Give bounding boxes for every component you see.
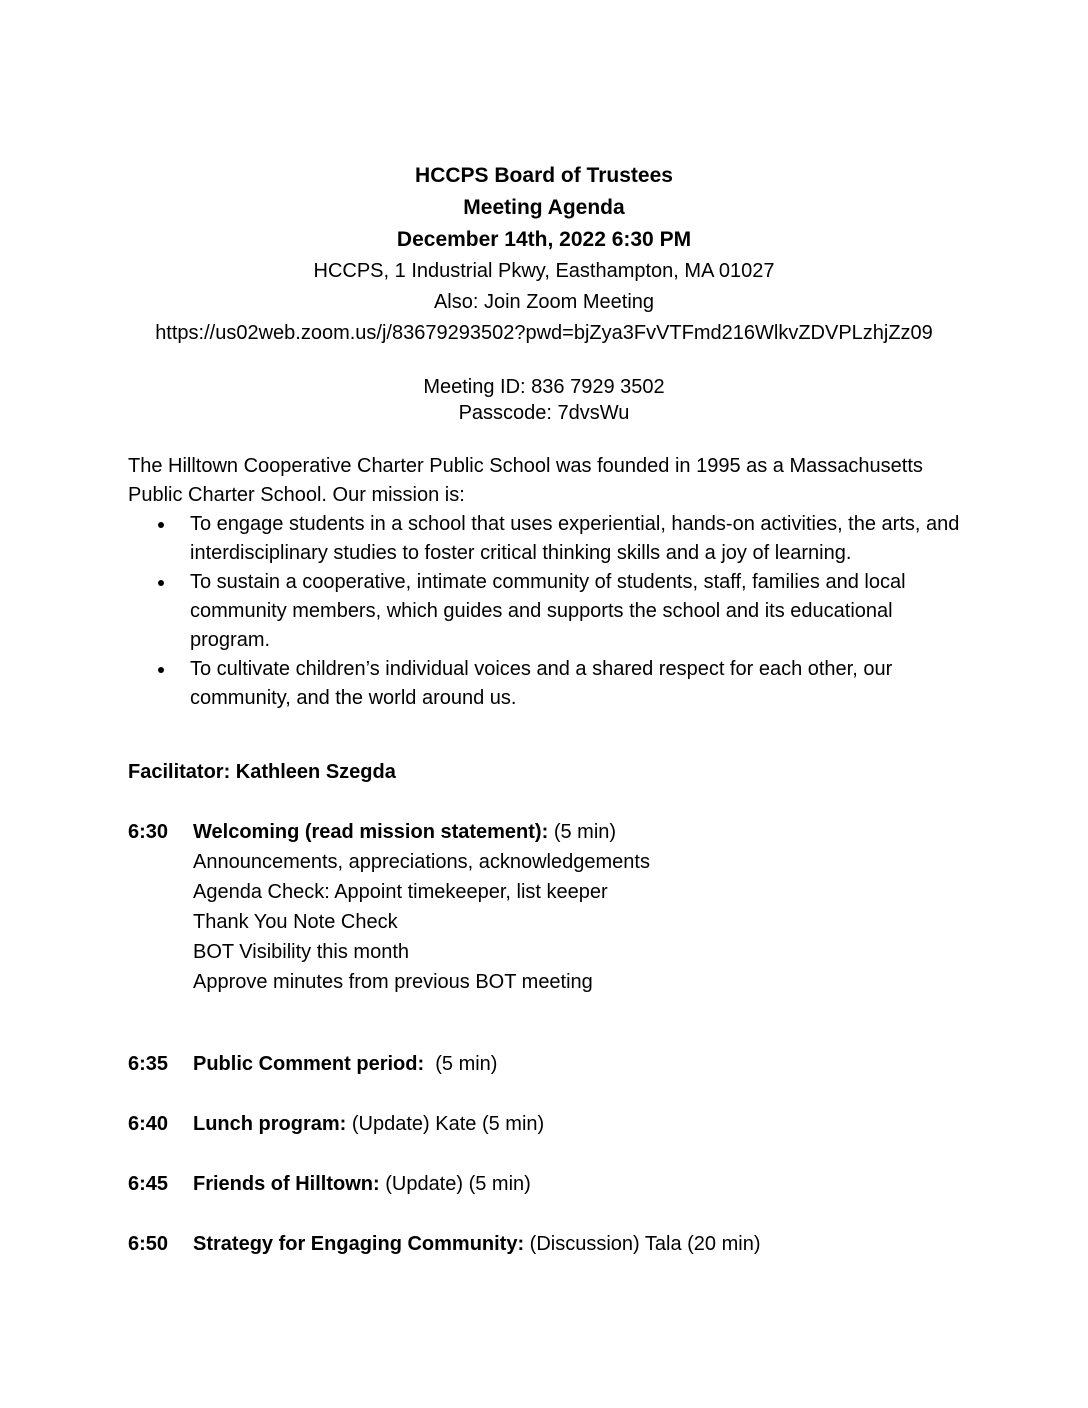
agenda-item-engaging-community — [128, 1229, 960, 1259]
agenda-subitem: Announcements, appreciations, acknowledgements — [193, 851, 650, 873]
agenda-subitem: BOT Visibility this month — [193, 941, 410, 963]
agenda-title: Strategy for Engaging Community: — [193, 1233, 525, 1255]
mission-section — [128, 452, 960, 713]
meeting-id: Meeting ID: 836 7929 3502 — [423, 376, 665, 398]
agenda-detail: (Update) Kate (5 min) — [346, 1113, 545, 1135]
agenda-heading — [193, 1229, 761, 1259]
facilitator-line: Facilitator: Kathleen Szegda — [128, 761, 396, 783]
agenda-detail: (Update) (5 min) — [379, 1173, 531, 1195]
agenda-subitem: Thank You Note Check — [193, 911, 398, 933]
mission-intro-paragraph: The Hilltown Cooperative Charter Public School was founded in 1995 as a Massachusetts Public Charter School. Our mission is: — [128, 455, 923, 506]
zoom-join-label: Also: Join Zoom Meeting — [433, 291, 655, 313]
agenda-subitem: Approve minutes from previous BOT meeting — [193, 971, 593, 993]
agenda-content — [193, 817, 650, 997]
agenda-item-lunch-program — [128, 1109, 960, 1139]
agenda-title: Public Comment period: — [193, 1053, 425, 1075]
agenda-title: Lunch program: — [193, 1113, 347, 1135]
agenda-detail: (5 min) — [548, 821, 617, 843]
agenda-title: Welcoming (read mission statement): — [193, 821, 549, 843]
mission-bullet: • To sustain a cooperative, intimate community of students, staff, families and local community members, which guides and supports the school and its educational program. — [176, 568, 960, 655]
agenda-time: 6:45 — [128, 1173, 169, 1195]
document-subtitle: Meeting Agenda — [463, 196, 625, 219]
document-title: HCCPS Board of Trustees — [415, 164, 673, 187]
agenda-time: 6:30 — [128, 821, 169, 843]
meeting-datetime: December 14th, 2022 6:30 PM — [396, 228, 692, 251]
agenda-time: 6:40 — [128, 1113, 169, 1135]
agenda-heading — [193, 1169, 531, 1199]
mission-bullet: • To engage students in a school that uses experiential, hands-on activities, the arts, and interdisciplinary studies to foster critical thinking skills and a joy of learning. — [176, 510, 960, 568]
agenda-item-welcoming — [128, 817, 960, 997]
zoom-url: https://us02web.zoom.us/j/83679293502?pwd=bjZya3FvVTFmd216WlkvZDVPLzhjZz09 — [155, 322, 933, 344]
agenda-item-public-comment — [128, 1049, 960, 1079]
agenda-heading — [193, 1109, 544, 1139]
mission-bullet: • To cultivate children’s individual voices and a shared respect for each other, our community, and the world around us. — [176, 655, 960, 713]
agenda-heading — [193, 817, 650, 847]
agenda-item-friends-of-hilltown — [128, 1169, 960, 1199]
agenda-detail: (5 min) — [424, 1053, 498, 1075]
mission-bullet-list — [128, 510, 960, 713]
agenda-title: Friends of Hilltown: — [193, 1173, 380, 1195]
document-header — [128, 160, 960, 426]
agenda-detail: (Discussion) Tala (20 min) — [524, 1233, 761, 1255]
agenda-time: 6:50 — [128, 1233, 169, 1255]
zoom-credentials — [128, 374, 960, 426]
agenda-heading — [193, 1049, 497, 1079]
venue-address: HCCPS, 1 Industrial Pkwy, Easthampton, MA 01027 — [313, 260, 775, 282]
meeting-passcode: Passcode: 7dvsWu — [458, 402, 630, 424]
agenda-time: 6:35 — [128, 1053, 169, 1075]
agenda-subitem: Agenda Check: Appoint timekeeper, list keeper — [193, 881, 608, 903]
